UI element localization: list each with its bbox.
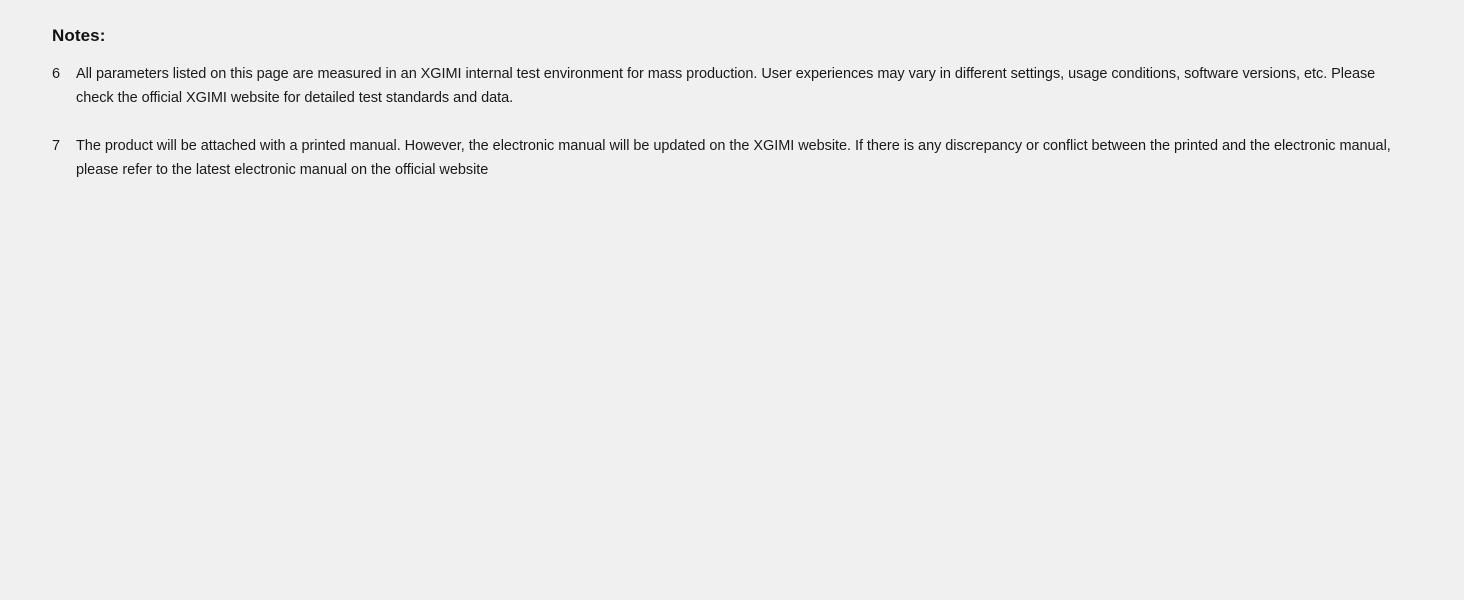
note-number: 6 [52, 65, 61, 82]
list-item [52, 134, 1412, 182]
list-item [52, 62, 1412, 110]
page-title: Notes: [52, 26, 106, 45]
note-text: All parameters listed on this page are measured in an XGIMI internal test environment for mass production. User experiences may vary in different settings, usage conditions, software versions, etc. Please check the official XGIMI website for detailed test standards and data. [76, 65, 1376, 106]
notes-list [52, 62, 1412, 182]
note-number: 7 [52, 137, 61, 154]
note-text: The product will be attached with a printed manual. However, the electronic manual will be updated on the XGIMI website. If there is any discrepancy or conflict between the printed and the electronic manual, please refer to the latest electronic manual on the official website [76, 137, 1391, 178]
